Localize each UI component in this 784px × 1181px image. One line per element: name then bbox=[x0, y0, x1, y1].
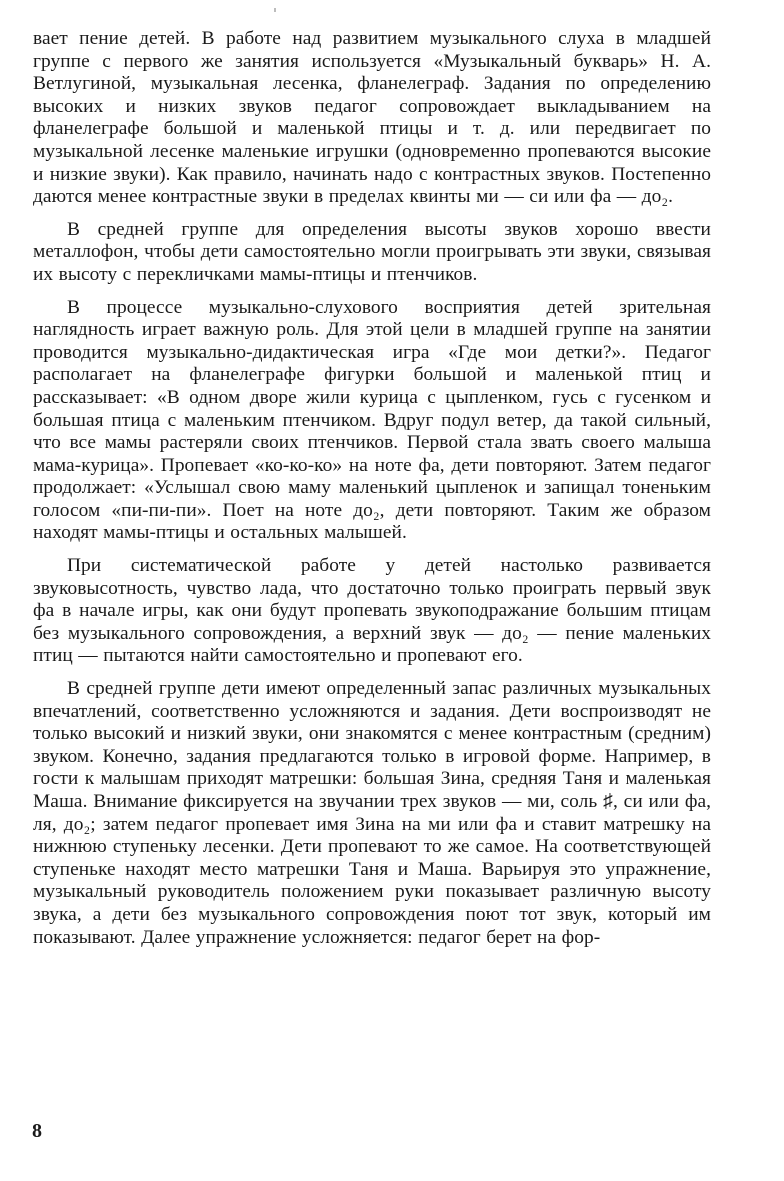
paragraph-5: В средней группе дети имеют определенный запас различных музыкальных впечатлений, соответственно усложняются и задания. Дети воспроизводят не только высокий и низкий звуки, они знакомятся с менее контрастным (средним) звуком. Конечно, задания предлагаются только в игровой форме. Например, в гости к малышам приходят матрешки: большая Зина, средняя Таня и маленькая Маша. Внимание фиксируется на звучании трех звуков — ми, соль ♯, си или фа, ля, до₂; затем педагог пропевает имя Зина на ми или фа и ставит матрешку на нижнюю ступеньку лесенки. Дети пропевают то же самое. На соответствующей ступеньке находят место матрешки Таня и Маша. Варьируя это упражнение, музыкальный руководитель положением руки показывает различную высоту звука, а дети без музыкального сопровождения поют тот звук, который им показывают. Далее упражнение усложняется: педагог берет на фор- bbox=[33, 678, 711, 948]
paragraph-2: В средней группе для определения высоты звуков хорошо ввести металлофон, чтобы дети самостоятельно могли проигрывать эти звуки, связывая их высоту с перекличками мамы-птицы и птенчиков. bbox=[33, 218, 711, 285]
page-body bbox=[33, 28, 711, 949]
paragraph-3: В процессе музыкально-слухового восприятия детей зрительная наглядность играет важную роль. Для этой цели в младшей группе на занятии проводится музыкально-дидактическая игра «Где мои детки?». Педагог располагает на фланелеграфе фигурки большой и маленькой птиц и рассказывает: «В одном дворе жили курица с цыпленком, гусь с гусенком и большая птица с маленьким птенчиком. Вдруг подул ветер, да такой сильный, что все мамы растеряли своих птенчиков. Первой стала звать своего малыша мама-курица». Пропевает «ко-ко-ко» на ноте фа, дети повторяют. Затем педагог продолжает: «Услышал свою маму маленький цыпленок и запищал тоненьким голосом «пи-пи-пи». Поет на ноте до₂, дети повторяют. Таким же образом находят мамы-птицы и остальных малышей. bbox=[33, 296, 711, 544]
paragraph-4: При систематической работе у детей настолько развивается звуковысотность, чувство лада, что достаточно только проиграть первый звук фа в начале игры, как они будут пропевать звукоподражание большим птицам без музыкального сопровождения, а верхний звук — до₂ — пение маленьких птиц — пытаются найти самостоятельно и пропевают его. bbox=[33, 555, 711, 667]
scan-speck bbox=[274, 8, 276, 12]
paragraph-1: вает пение детей. В работе над развитием музыкального слуха в младшей группе с первого же занятия используется «Музыкальный букварь» Н. А. Ветлугиной, музыкальная лесенка, фланелеграф. Задания по определению высоких и низких звуков педагог сопровождает выкладыванием на фланелеграфе большой и маленькой птицы и т. д. или передвигает по музыкальной лесенке маленькие игрушки (одновременно пропеваются высокие и низкие звуки). Как правило, начинать надо с контрастных звуков. Постепенно даются менее контрастные звуки в пределах квинты ми — си или фа — до₂. bbox=[33, 28, 711, 208]
page-number: 8 bbox=[32, 1120, 42, 1142]
